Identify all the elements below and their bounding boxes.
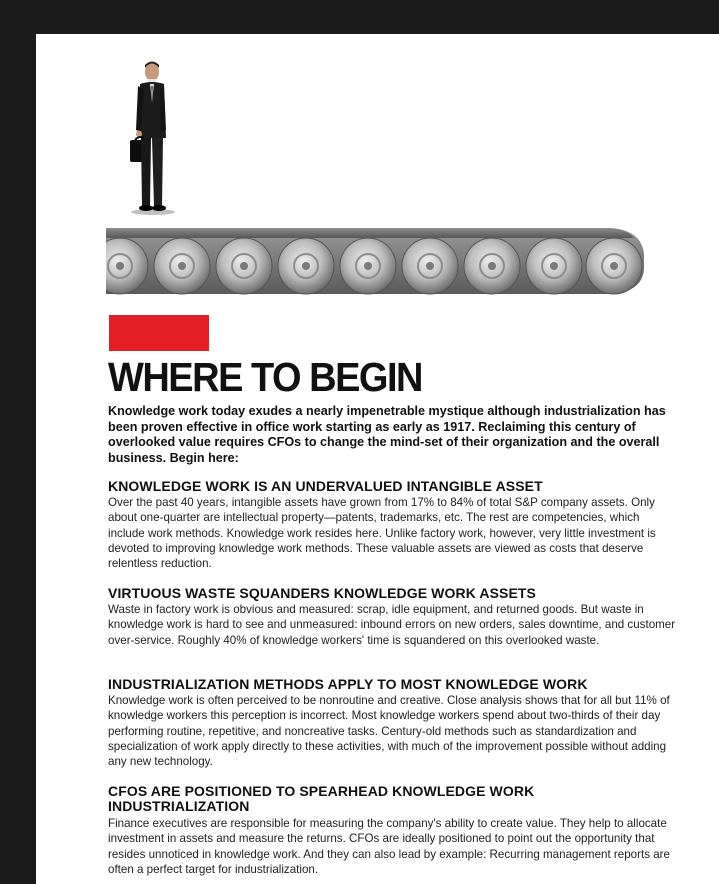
section-heading: VIRTUOUS WASTE SQUANDERS KNOWLEDGE WORK ASSETS: [108, 585, 536, 601]
section-cfos-positioned: [108, 784, 568, 814]
section-industrialization-methods: [108, 677, 678, 769]
article-page: [36, 34, 719, 884]
section-body: Knowledge work is often perceived to be nonroutine and creative. Close analysis shows that for all but 11% of knowledge workers this perception is incorrect. Most knowledge workers spend about two-thirds of their day performing routine, repetitive, and noncreative tasks. Century-old methods such as standardization and specialization of work apply directly to these activities, with much of the improvement possible without adding any new technology.: [108, 694, 670, 769]
businessman-figure: [130, 62, 175, 216]
conveyor-belt: [106, 228, 644, 294]
section-body: Finance executives are responsible for measuring the company's ability to create value. They help to allocate investment in assets and measure the returns. CFOs are ideally positioned to point out the opportunity that resides unnoticed in knowledge work. And they can also lead by example: Recurring management reports are often a perfect target for industrialization.: [108, 817, 670, 876]
section-heading: KNOWLEDGE WORK IS AN UNDERVALUED INTANGIBLE ASSET: [108, 478, 543, 494]
businessman-on-conveyor-illustration: [106, 56, 646, 296]
section-virtuous-waste: [108, 586, 678, 648]
section-undervalued-asset: [108, 479, 678, 571]
red-accent-bar: [109, 315, 209, 351]
section-body: Over the past 40 years, intangible assets have grown from 17% to 84% of total S&P company assets. Only about one-quarter are intellectual property—patents, trademarks, etc. The rest are competencies, which include work methods. Knowledge work resides here. Unlike factory work, however, very little investment is devoted to improving knowledge work methods. These valuable assets are viewed as costs that deserve relentless reduction.: [108, 496, 656, 571]
section-body: Waste in factory work is obvious and measured: scrap, idle equipment, and returned goods. But waste in knowledge work is hard to see and unmeasured: inbound errors on new orders, sales downtime, and customer over-service. Roughly 40% of knowledge workers' time is squandered on this overlooked waste.: [108, 603, 676, 647]
conveyor-rollers: [106, 238, 642, 294]
page-title: WHERE TO BEGIN: [108, 355, 422, 401]
section-cfos-body: [108, 816, 678, 877]
intro-paragraph: Knowledge work today exudes a nearly impenetrable mystique although industrialization has been proven effective in office work starting as early as 1917. Reclaiming this century of overlooked value requires CFOs to change the mind-set of their organization and the overall business. Begin here:: [108, 404, 666, 465]
section-heading: INDUSTRIALIZATION METHODS APPLY TO MOST KNOWLEDGE WORK: [108, 676, 588, 692]
section-heading: CFOS ARE POSITIONED TO SPEARHEAD KNOWLEDGE WORK INDUSTRIALIZATION: [108, 783, 535, 814]
